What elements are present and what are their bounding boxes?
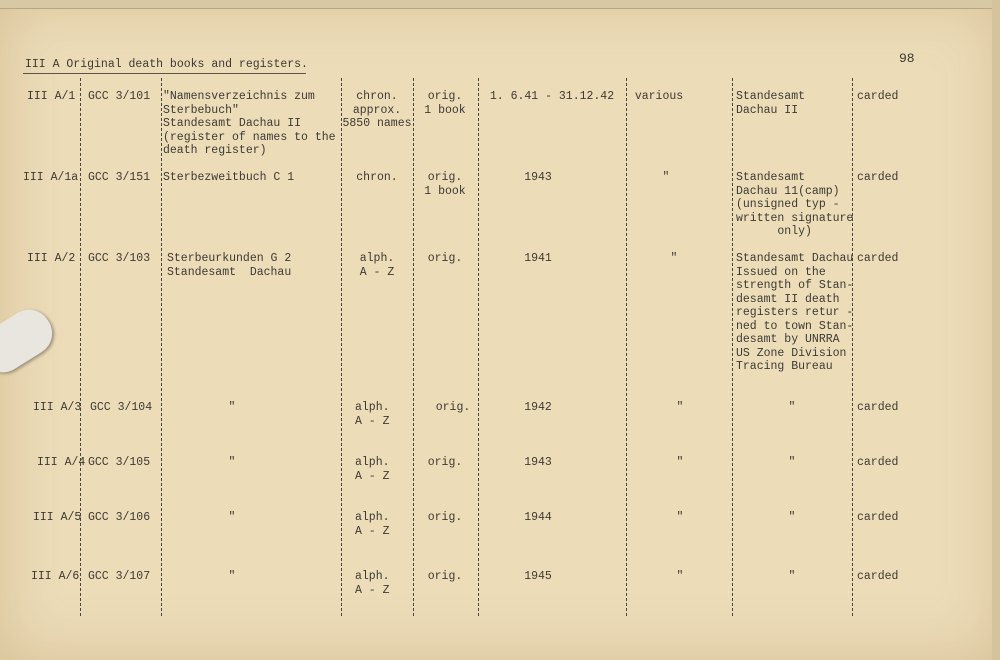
row-period: 1. 6.41 - 31.12.42 (489, 90, 615, 103)
row-arrangement: chron. (356, 171, 398, 184)
row-form: orig. (427, 570, 463, 583)
row-form: orig. 1 book (424, 171, 466, 198)
row-origin: " (788, 511, 796, 524)
row-content: " (676, 570, 684, 583)
row-status: carded (857, 456, 899, 469)
column-divider (413, 78, 414, 616)
row-id: III A/1a (23, 171, 79, 184)
column-divider (161, 78, 162, 616)
column-divider (80, 78, 81, 616)
row-period: 1944 (524, 511, 552, 524)
column-divider (626, 78, 627, 616)
row-origin: " (788, 401, 796, 414)
section-heading: III A Original death books and registers. (25, 58, 308, 71)
row-form: orig. (435, 401, 471, 414)
row-id: III A/3 (33, 401, 82, 414)
row-status: carded (857, 90, 899, 103)
row-status: carded (857, 171, 899, 184)
row-period: 1945 (524, 570, 552, 583)
row-status: carded (857, 252, 899, 265)
row-arrangement: alph. A - Z (355, 511, 390, 538)
row-ref: GCC 3/107 (88, 570, 151, 583)
row-ref: GCC 3/104 (90, 401, 153, 414)
row-period: 1943 (524, 171, 552, 184)
row-ref: GCC 3/103 (88, 252, 151, 265)
row-title: Sterbeurkunden G 2 Standesamt Dachau (167, 252, 292, 279)
row-ref: GCC 3/105 (88, 456, 151, 469)
row-origin: Standesamt Dachau Issued on the strength of Stan- desamt II death registers retur - ned to town Stan- desamt by UNRRA US Zone Division Tracing Bureau (736, 252, 854, 373)
row-content: " (662, 171, 670, 184)
row-origin: " (788, 570, 796, 583)
row-content: " (676, 511, 684, 524)
row-title: " (228, 401, 236, 414)
column-divider (341, 78, 342, 616)
row-status: carded (857, 401, 899, 414)
row-form: orig. (427, 456, 463, 469)
row-origin: " (788, 456, 796, 469)
row-title: " (228, 570, 236, 583)
row-form: orig. (427, 511, 463, 524)
row-arrangement: chron. approx. 5850 names (342, 90, 412, 130)
page-top-edge (0, 0, 1000, 9)
row-content: various (634, 90, 684, 103)
row-id: III A/5 (33, 511, 82, 524)
row-origin: Standesamt Dachau 11(camp) (unsigned typ - written signature only) (736, 171, 854, 238)
heading-underline (23, 73, 306, 74)
row-title: Sterbezweitbuch C 1 (163, 171, 295, 184)
row-form: orig. (427, 252, 463, 265)
row-ref: GCC 3/106 (88, 511, 151, 524)
row-title: " (228, 456, 236, 469)
row-content: " (676, 401, 684, 414)
row-ref: GCC 3/101 (88, 90, 151, 103)
row-arrangement: alph. A - Z (355, 570, 390, 597)
row-form: orig. 1 book (424, 90, 466, 117)
row-arrangement: alph. A - Z (359, 252, 395, 279)
row-period: 1942 (524, 401, 552, 414)
column-divider (732, 78, 733, 616)
row-content: " (670, 252, 678, 265)
binder-tab (0, 301, 60, 380)
row-title: "Namensverzeichnis zum Sterbebuch" Standesamt Dachau II (register of names to the death register) (163, 90, 336, 157)
row-period: 1943 (524, 456, 552, 469)
row-id: III A/6 (31, 570, 80, 583)
page-number: 98 (899, 51, 915, 66)
row-origin: Standesamt Dachau II (736, 90, 806, 117)
row-status: carded (857, 511, 899, 524)
row-period: 1941 (524, 252, 552, 265)
row-id: III A/4 (37, 456, 86, 469)
row-arrangement: alph. A - Z (355, 401, 390, 428)
row-arrangement: alph. A - Z (355, 456, 390, 483)
row-id: III A/1 (27, 90, 76, 103)
row-title: " (228, 511, 236, 524)
page-right-edge (992, 0, 1000, 660)
row-status: carded (857, 570, 899, 583)
column-divider (478, 78, 479, 616)
row-content: " (676, 456, 684, 469)
row-id: III A/2 (27, 252, 76, 265)
row-ref: GCC 3/151 (88, 171, 151, 184)
